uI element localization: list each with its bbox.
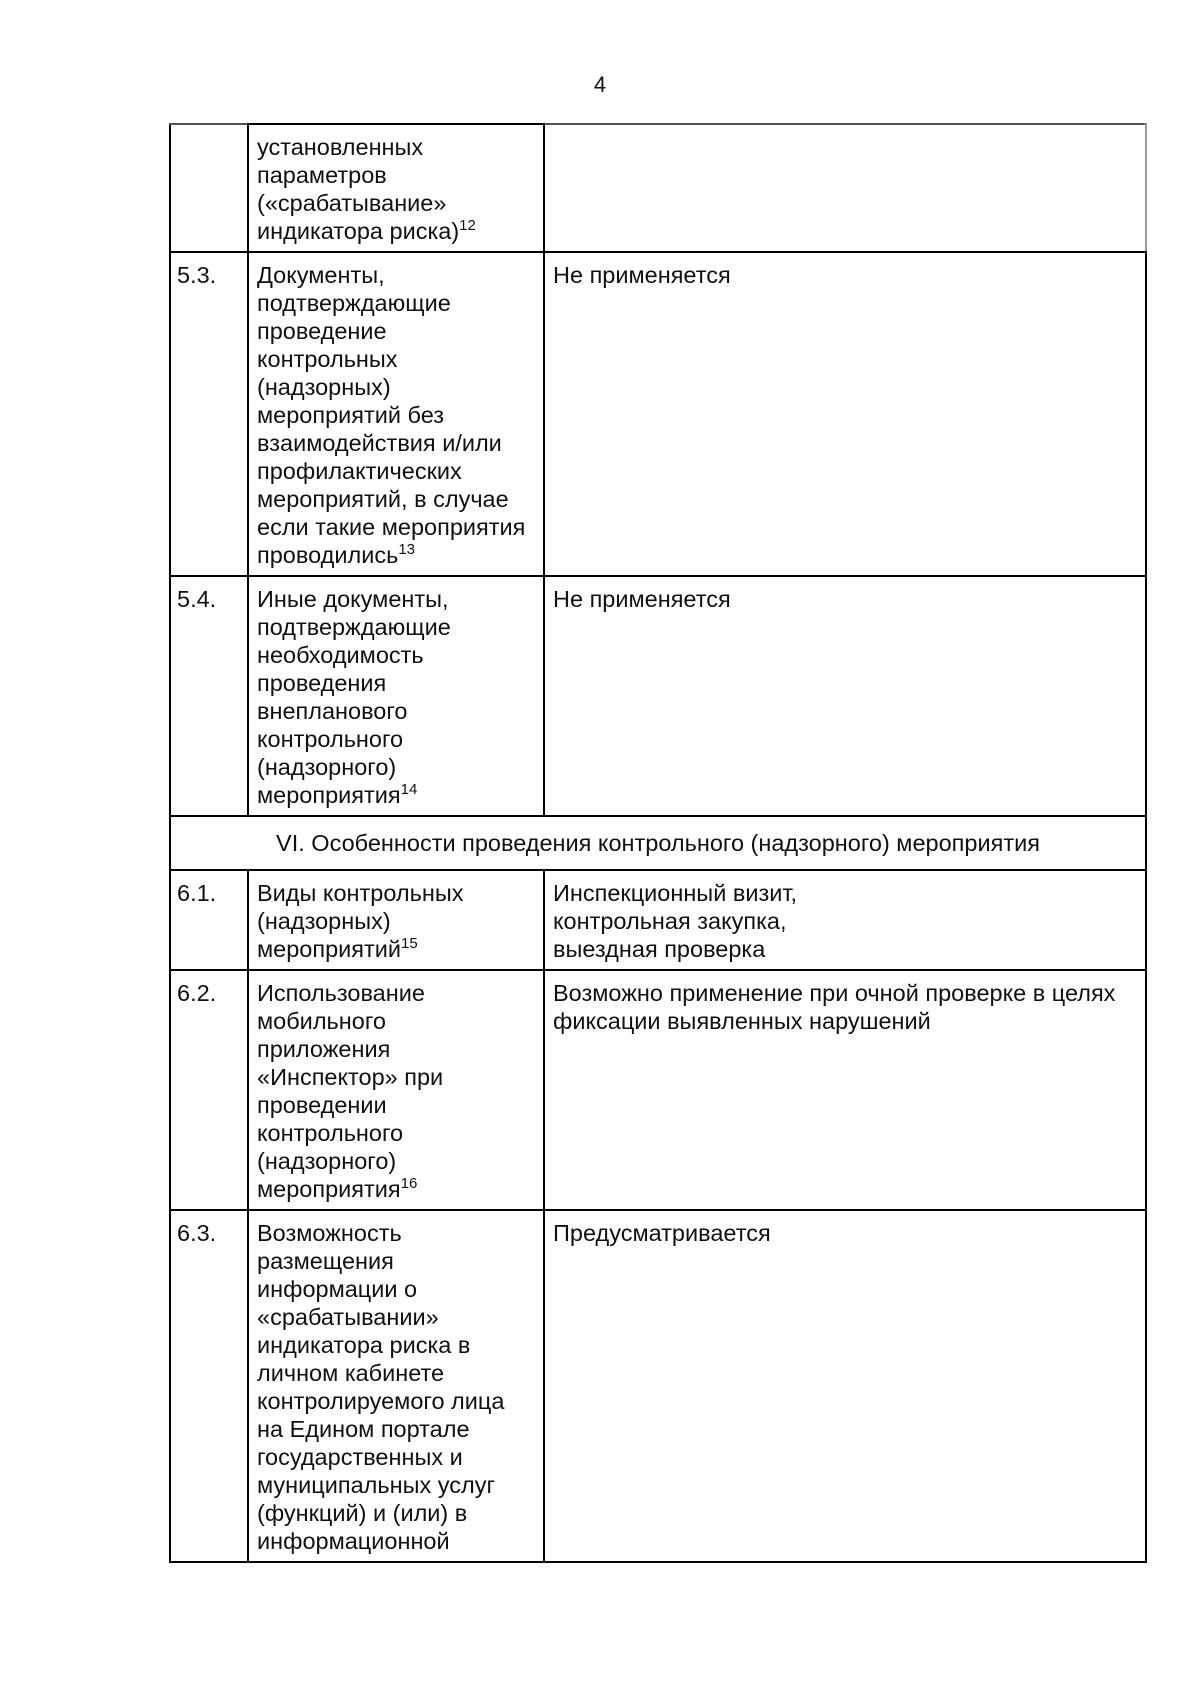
row-name-line (257, 935, 535, 963)
row-name-text: проводились (257, 542, 399, 568)
row-name-line (257, 1471, 535, 1499)
document-table (169, 123, 1147, 1563)
row-name-text: если такие мероприятия (257, 514, 526, 540)
section-row (170, 816, 1146, 870)
row-name-text: мероприятий, в случае (257, 486, 509, 512)
row-name-text: Возможность (257, 1220, 402, 1246)
row-name-line (257, 1119, 535, 1147)
row-number-cell (170, 1210, 248, 1562)
row-value-cell (544, 870, 1146, 970)
row-name-line (257, 429, 535, 457)
row-name-line (257, 457, 535, 485)
row-name-text: индикатора риска) (257, 218, 460, 244)
row-name-text: информации о (257, 1276, 418, 1302)
row-name-text: приложения (257, 1036, 391, 1062)
row-name-text: Использование (257, 980, 425, 1006)
row-name-line (257, 907, 535, 935)
row-name-text: информационной (257, 1528, 450, 1554)
row-name-line (257, 1219, 535, 1247)
page-number: 4 (593, 72, 607, 97)
row-name-line (257, 485, 535, 513)
row-name-text: (надзорных) (257, 908, 391, 934)
row-name-line (257, 753, 535, 781)
row-name-text: контрольных (257, 346, 398, 372)
row-value-cell (544, 970, 1146, 1210)
row-name-text: мобильного (257, 1008, 386, 1034)
row-name-cell (248, 252, 544, 576)
table-row (170, 124, 1146, 252)
row-name-line (257, 1275, 535, 1303)
row-name-line (257, 1091, 535, 1119)
row-name-line (257, 345, 535, 373)
row-name-text: подтверждающие (257, 290, 451, 316)
footnote-ref: 13 (398, 541, 415, 559)
row-value-cell (544, 252, 1146, 576)
row-name-text: взаимодействия и/или (257, 430, 502, 456)
row-name-line (257, 725, 535, 753)
row-name-cell (248, 870, 544, 970)
row-name-text: индикатора риска в (257, 1332, 471, 1358)
row-name-line (257, 1527, 535, 1555)
row-name-text: («срабатывание» (257, 190, 447, 216)
row-name-text: мероприятия (257, 782, 401, 808)
row-name-line (257, 1303, 535, 1331)
row-name-text: подтверждающие (257, 614, 451, 640)
row-name-line (257, 1247, 535, 1275)
row-name-text: контрольного (257, 1120, 404, 1146)
row-value-line: Не применяется (553, 262, 731, 288)
table-row (170, 576, 1146, 816)
row-name-text: Документы, (257, 262, 385, 288)
row-name-line (257, 133, 535, 161)
row-value-line: Не применяется (553, 586, 731, 612)
row-name-text: государственных и (257, 1444, 463, 1470)
row-value-line: Инспекционный визит, (553, 880, 798, 906)
row-name-text: «срабатывании» (257, 1304, 439, 1330)
row-name-text: «Инспектор» при (257, 1064, 444, 1090)
row-name-line (257, 1443, 535, 1471)
row-name-text: мероприятий (257, 936, 402, 962)
row-number-cell (170, 576, 248, 816)
row-name-text: необходимость (257, 642, 424, 668)
table-row (170, 252, 1146, 576)
row-name-text: на Едином портале (257, 1416, 470, 1442)
footnote-ref: 12 (459, 217, 476, 235)
row-name-line (257, 261, 535, 289)
row-number: 6.2. (177, 980, 217, 1006)
row-name-line (257, 217, 535, 245)
row-name-line (257, 1499, 535, 1527)
footnote-ref: 14 (400, 781, 418, 799)
footnote-ref: 15 (401, 935, 418, 953)
row-name-text: проведении (257, 1092, 387, 1118)
row-number-cell (170, 124, 248, 252)
row-value-line: фиксации выявленных нарушений (553, 1008, 931, 1034)
row-name-text: личном кабинете (257, 1360, 445, 1386)
row-value-cell (544, 1210, 1146, 1562)
row-name-text: мероприятия (257, 1176, 401, 1202)
row-name-text: профилактических (257, 458, 462, 484)
row-number: 5.3. (177, 262, 217, 288)
row-name-text: (функций) и (или) в (257, 1500, 468, 1526)
row-value-line: контрольная закупка, (553, 908, 787, 934)
row-name-text: муниципальных услуг (257, 1472, 496, 1498)
row-name-text: мероприятий без (257, 402, 445, 428)
row-name-cell (248, 576, 544, 816)
row-name-line (257, 317, 535, 345)
row-number: 6.1. (177, 880, 217, 906)
row-name-text: проведение (257, 318, 387, 344)
row-name-line (257, 1035, 535, 1063)
row-name-line (257, 401, 535, 429)
row-value-cell (544, 576, 1146, 816)
row-name-line (257, 541, 535, 569)
row-name-line (257, 513, 535, 541)
row-name-line (257, 979, 535, 1007)
row-name-line (257, 1359, 535, 1387)
row-name-line (257, 669, 535, 697)
row-value-line: Возможно применение при очной проверке в целях (553, 980, 1116, 1006)
row-name-line (257, 373, 535, 401)
row-number-cell (170, 970, 248, 1210)
row-name-line (257, 1331, 535, 1359)
row-name-text: размещения (257, 1248, 394, 1274)
row-name-text: установленных (257, 134, 424, 160)
row-name-cell (248, 124, 544, 252)
row-name-text: внепланового (257, 698, 408, 724)
row-name-text: Иные документы, (257, 586, 449, 612)
row-name-text: (надзорных) (257, 374, 391, 400)
row-name-line (257, 1387, 535, 1415)
row-name-line (257, 697, 535, 725)
row-value-line: выездная проверка (553, 936, 766, 962)
row-name-line (257, 289, 535, 317)
row-name-line (257, 641, 535, 669)
row-name-text: контрольного (257, 726, 404, 752)
row-value-line: Предусматривается (553, 1220, 771, 1246)
row-name-cell (248, 970, 544, 1210)
row-name-line (257, 1063, 535, 1091)
row-name-line (257, 189, 535, 217)
row-name-line (257, 585, 535, 613)
section-title: VI. Особенности проведения контрольного (надзорного) мероприятия (276, 830, 1040, 856)
row-name-text: (надзорного) (257, 754, 397, 780)
row-number: 5.4. (177, 586, 217, 612)
table-row (170, 870, 1146, 970)
row-name-line (257, 1415, 535, 1443)
row-name-line (257, 1007, 535, 1035)
row-name-text: проведения (257, 670, 387, 696)
row-name-text: контролируемого лица (257, 1388, 505, 1414)
table-row (170, 1210, 1146, 1562)
footnote-ref: 16 (400, 1175, 418, 1193)
row-name-line (257, 1147, 535, 1175)
row-name-text: параметров (257, 162, 387, 188)
row-name-line (257, 613, 535, 641)
row-number: 6.3. (177, 1220, 217, 1246)
row-name-text: (надзорного) (257, 1148, 397, 1174)
row-name-text: Виды контрольных (257, 880, 464, 906)
row-value-cell (544, 124, 1146, 252)
row-number-cell (170, 870, 248, 970)
row-number-cell (170, 252, 248, 576)
row-name-line (257, 879, 535, 907)
row-name-line (257, 781, 535, 809)
row-name-cell (248, 1210, 544, 1562)
table-row (170, 970, 1146, 1210)
section-heading (170, 816, 1146, 870)
row-name-line (257, 1175, 535, 1203)
row-name-line (257, 161, 535, 189)
